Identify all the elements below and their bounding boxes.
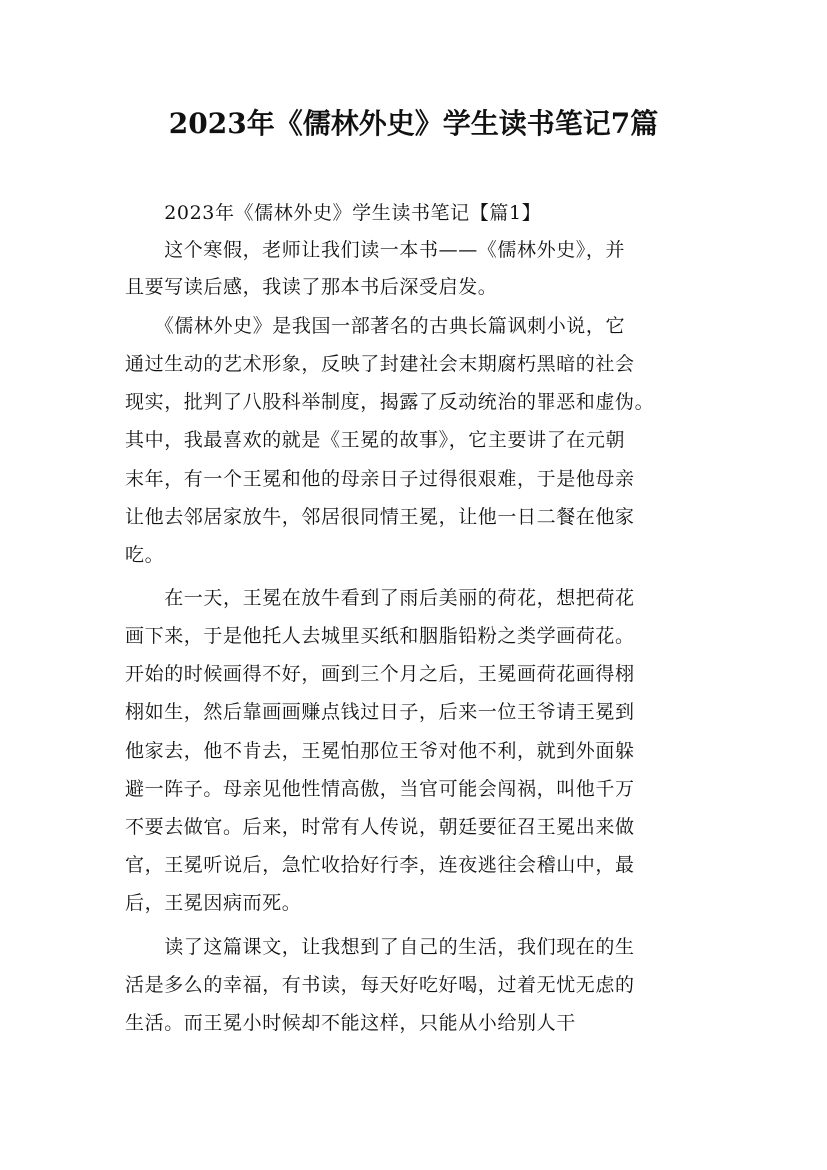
paragraph-line: 这个寒假，老师让我们读一本书——《儒林外史》，并 [125,239,626,261]
paragraph-line: 官，王冕听说后，急忙收拾好行李，连夜逃往会稽山中，最 [125,854,635,876]
paragraph-line: 开始的时候画得不好，画到三个月之后，王冕画荷花画得栩 [125,663,635,685]
paragraph-line: 吃。 [125,544,165,566]
paragraph-line: 活是多么的幸福，有书读，每天好吃好喝，过着无忧无虑的 [125,974,635,996]
paragraph-line: 让他去邻居家放牛，邻居很同情王冕，让他一日二餐在他家 [125,506,635,528]
paragraph-line: 《儒林外史》是我国一部著名的古典长篇讽刺小说，它 [125,315,626,337]
paragraph-line: 他家去，他不肯去，王冕怕那位王爷对他不利，就到外面躲 [125,740,635,762]
paragraph-line: 读了这篇课文，让我想到了自己的生活，我们现在的生 [125,936,635,958]
paragraph-line: 现实，批判了八股科举制度，揭露了反动统治的罪恶和虚伪。 [125,391,655,413]
paragraph-line: 后，王冕因病而死。 [125,892,302,914]
paragraph-line: 生活。而王冕小时候却不能这样，只能从小给别人干 [125,1012,576,1034]
paragraph-line: 通过生动的艺术形象，反映了封建社会末期腐朽黑暗的社会 [125,353,635,375]
section-heading: 2023年《儒林外史》学生读书笔记【篇1】 [125,202,542,224]
paragraph-line: 画下来，于是他托人去城里买纸和胭脂铅粉之类学画荷花。 [125,625,635,647]
paragraph-line: 其中，我最喜欢的就是《王冕的故事》，它主要讲了在元朝 [125,429,626,451]
paragraph-line: 且要写读后感，我读了那本书后深受启发。 [125,276,498,298]
paragraph-line: 不要去做官。后来，时常有人传说，朝廷要征召王冕出来做 [125,816,635,838]
paragraph-line: 避一阵子。母亲见他性情高傲，当官可能会闯祸，叫他千万 [125,778,635,800]
document-title: 2023年《儒林外史》学生读书笔记7篇 [168,107,659,140]
paragraph-line: 栩如生，然后靠画画赚点钱过日子，后来一位王爷请王冕到 [125,701,635,723]
paragraph-line: 在一天，王冕在放牛看到了雨后美丽的荷花，想把荷花 [125,587,635,609]
paragraph-line: 末年，有一个王冕和他的母亲日子过得很艰难，于是他母亲 [125,468,635,490]
